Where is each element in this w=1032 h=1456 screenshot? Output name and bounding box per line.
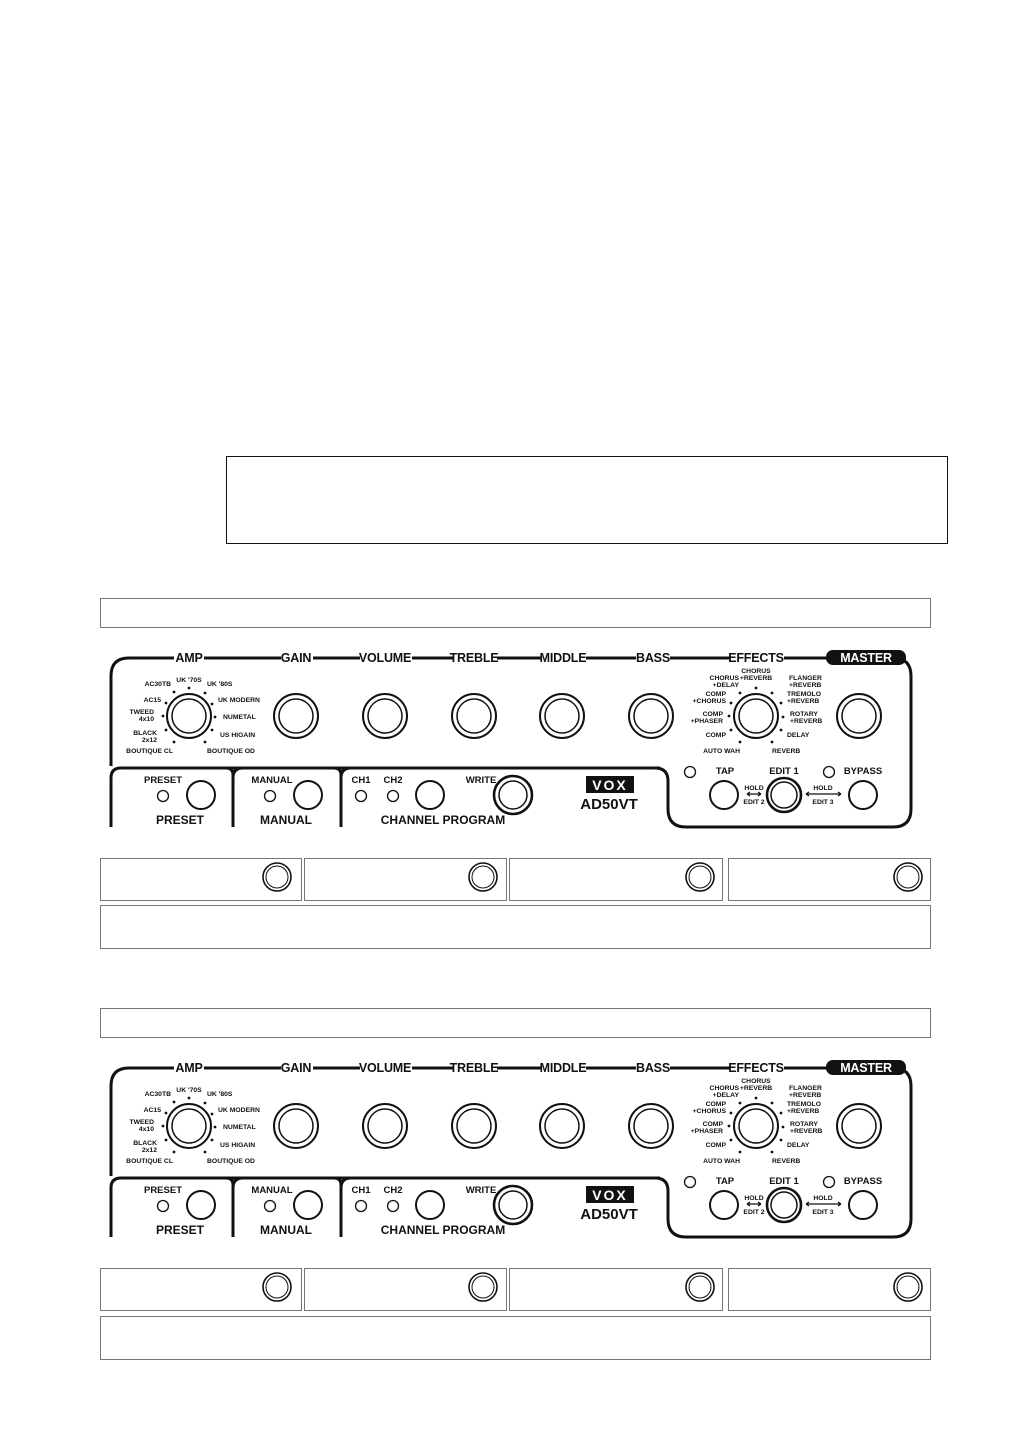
effect-autowah: AUTO WAH <box>703 748 740 755</box>
effect-reverb: REVERB <box>772 1158 801 1165</box>
hold-label-left: HOLD <box>744 1195 764 1202</box>
effect-chorus-reverb-1: CHORUS <box>741 668 771 675</box>
effect-rotary-2: +REVERB <box>790 1128 823 1135</box>
answer-circles <box>263 863 922 1301</box>
bypass-label: BYPASS <box>843 1176 883 1187</box>
effect-chorus-delay-2: +DELAY <box>712 1092 739 1099</box>
effect-flanger-2: +REVERB <box>789 682 822 689</box>
effect-comp-chorus-2: +CHORUS <box>692 698 726 705</box>
bass-label: BASS <box>636 651 670 665</box>
effect-tremolo-1: TREMOLO <box>787 691 821 698</box>
manual-led-label: MANUAL <box>251 775 293 786</box>
middle-label: MIDDLE <box>539 651 587 665</box>
effect-flanger-1: FLANGER <box>789 1085 822 1092</box>
amp-model-uk80s: UK '80S <box>207 681 233 688</box>
effects-label: EFFECTS <box>728 651 784 665</box>
volume-label: VOLUME <box>358 1061 412 1075</box>
amp-label: AMP <box>175 651 203 665</box>
manual-led-label: MANUAL <box>251 1185 293 1196</box>
effect-rotary-1: ROTARY <box>790 711 818 718</box>
amp-model-uk80s: UK '80S <box>207 1091 233 1098</box>
effect-rotary-2: +REVERB <box>790 718 823 725</box>
amp-model-tweed: TWEED <box>129 709 154 716</box>
effect-delay: DELAY <box>787 732 810 739</box>
write-label: WRITE <box>465 1185 497 1196</box>
amp-model-boutiquecl: BOUTIQUE CL <box>126 1158 173 1165</box>
amp-model-black: BLACK <box>133 730 157 737</box>
effect-chorus-delay-1: CHORUS <box>709 1085 739 1092</box>
amp-model-ac30tb: AC30TB <box>144 681 171 688</box>
effect-tremolo-2: +REVERB <box>787 698 820 705</box>
effect-comp: COMP <box>705 732 726 739</box>
amp-model-tweed-4x10: 4x10 <box>138 1126 154 1133</box>
amp-model-ukmodern: UK MODERN <box>218 1107 260 1114</box>
amp-model-uk70s: UK '70S <box>176 677 202 684</box>
manual-section-label: MANUAL <box>260 813 312 827</box>
edit2-label: EDIT 2 <box>743 1209 765 1216</box>
effect-chorus-reverb-2: +REVERB <box>739 675 773 682</box>
effect-chorus-reverb-2: +REVERB <box>739 1085 773 1092</box>
amp-model-uk70s: UK '70S <box>176 1087 202 1094</box>
ch1-label: CH1 <box>351 775 371 786</box>
hold-label-right: HOLD <box>813 1195 833 1202</box>
effect-comp-phaser-2: +PHASER <box>690 718 723 725</box>
effect-reverb: REVERB <box>772 748 801 755</box>
effect-chorus-delay-1: CHORUS <box>709 675 739 682</box>
edit3-label: EDIT 3 <box>812 799 834 806</box>
treble-label: TREBLE <box>449 1061 499 1075</box>
ch2-label: CH2 <box>383 775 403 786</box>
preset-led-label: PRESET <box>143 1185 183 1196</box>
effect-comp-phaser-1: COMP <box>702 711 723 718</box>
amp-model-ukmodern: UK MODERN <box>218 697 260 704</box>
manual-section-label: MANUAL <box>260 1223 312 1237</box>
effect-delay: DELAY <box>787 1142 810 1149</box>
effect-autowah: AUTO WAH <box>703 1158 740 1165</box>
edit1-label: EDIT 1 <box>769 1176 799 1187</box>
amp-model-boutiqueod: BOUTIQUE OD <box>207 748 255 755</box>
amp-model-numetal: NUMETAL <box>223 714 256 721</box>
ch1-label: CH1 <box>351 1185 371 1196</box>
tap-label: TAP <box>715 766 735 777</box>
tap-label: TAP <box>715 1176 735 1187</box>
volume-label: VOLUME <box>358 651 412 665</box>
amp-model-tweed-4x10: 4x10 <box>138 716 154 723</box>
edit2-label: EDIT 2 <box>743 799 765 806</box>
bass-label: BASS <box>636 1061 670 1075</box>
middle-label: MIDDLE <box>539 1061 587 1075</box>
hold-label-right: HOLD <box>813 785 833 792</box>
hold-label-left: HOLD <box>744 785 764 792</box>
channel-program-label: CHANNEL PROGRAM <box>380 813 506 827</box>
amp-model-ac15: AC15 <box>143 697 161 704</box>
effect-comp: COMP <box>705 1142 726 1149</box>
bypass-label: BYPASS <box>843 766 883 777</box>
edit1-label: EDIT 1 <box>769 766 799 777</box>
ch2-label: CH2 <box>383 1185 403 1196</box>
effects-label: EFFECTS <box>728 1061 784 1075</box>
effect-flanger-1: FLANGER <box>789 675 822 682</box>
write-label: WRITE <box>465 775 497 786</box>
master-label: MASTER <box>840 651 892 665</box>
effect-tremolo-1: TREMOLO <box>787 1101 821 1108</box>
amp-model-black-2x12: 2x12 <box>141 737 157 744</box>
vox-logo: VOX <box>592 777 628 793</box>
amp-model-numetal: NUMETAL <box>223 1124 256 1131</box>
effect-chorus-reverb-1: CHORUS <box>741 1078 771 1085</box>
amp-model-ushigain: US HIGAIN <box>220 732 256 739</box>
amp-model-black-2x12: 2x12 <box>141 1147 157 1154</box>
amp-model-boutiquecl: BOUTIQUE CL <box>126 748 173 755</box>
model-name: AD50VT <box>580 1206 638 1223</box>
effect-comp-phaser-1: COMP <box>702 1121 723 1128</box>
amp-model-boutiqueod: BOUTIQUE OD <box>207 1158 255 1165</box>
preset-led-label: PRESET <box>143 775 183 786</box>
effect-comp-chorus-2: +CHORUS <box>692 1108 726 1115</box>
vox-logo: VOX <box>592 1187 628 1203</box>
amp-model-ac15: AC15 <box>143 1107 161 1114</box>
model-name: AD50VT <box>580 796 638 813</box>
effect-chorus-delay-2: +DELAY <box>712 682 739 689</box>
amp-model-tweed: TWEED <box>129 1119 154 1126</box>
effect-comp-phaser-2: +PHASER <box>690 1128 723 1135</box>
effect-comp-chorus-1: COMP <box>705 691 726 698</box>
treble-label: TREBLE <box>449 651 499 665</box>
amp-model-black: BLACK <box>133 1140 157 1147</box>
amp-model-ac30tb: AC30TB <box>144 1091 171 1098</box>
effect-flanger-2: +REVERB <box>789 1092 822 1099</box>
preset-section-label: PRESET <box>155 1223 205 1237</box>
effect-comp-chorus-1: COMP <box>705 1101 726 1108</box>
amp-label: AMP <box>175 1061 203 1075</box>
preset-section-label: PRESET <box>155 813 205 827</box>
effect-rotary-1: ROTARY <box>790 1121 818 1128</box>
effect-tremolo-2: +REVERB <box>787 1108 820 1115</box>
edit3-label: EDIT 3 <box>812 1209 834 1216</box>
gain-label: GAIN <box>280 651 312 665</box>
channel-program-label: CHANNEL PROGRAM <box>380 1223 506 1237</box>
gain-label: GAIN <box>280 1061 312 1075</box>
master-label: MASTER <box>840 1061 892 1075</box>
amp-model-ushigain: US HIGAIN <box>220 1142 256 1149</box>
